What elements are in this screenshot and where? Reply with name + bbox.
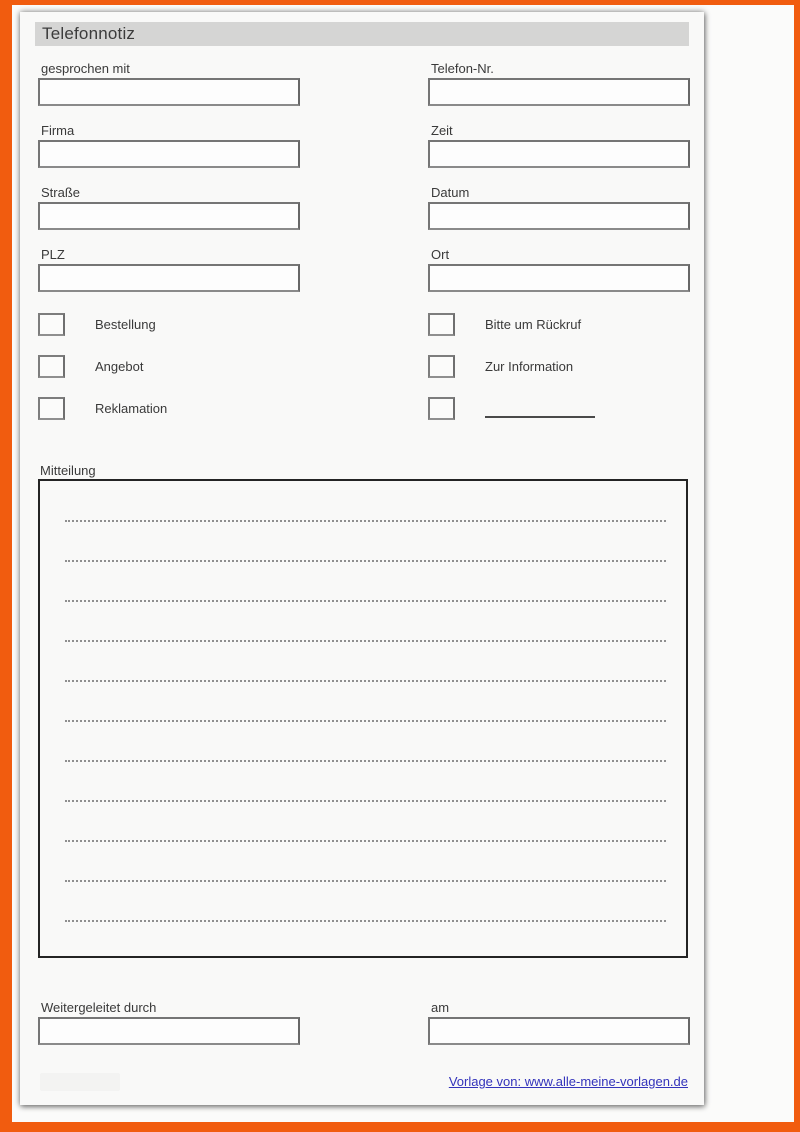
field-am xyxy=(428,1000,690,1045)
angebot-checkbox[interactable] xyxy=(38,355,65,378)
field-label: Weitergeleitet durch xyxy=(41,1000,157,1015)
ruled-line xyxy=(65,560,666,562)
ruled-line xyxy=(65,800,666,802)
field-plz xyxy=(38,247,300,292)
ruled-line xyxy=(65,640,666,642)
field-label: Telefon-Nr. xyxy=(431,61,494,76)
field-label: Firma xyxy=(41,123,75,138)
field-label: Straße xyxy=(41,185,81,200)
ruled-line xyxy=(65,680,666,682)
ruled-line xyxy=(65,520,666,522)
checkbox-row-information xyxy=(428,355,728,378)
telefon-nr-input[interactable] xyxy=(428,78,690,106)
other-checkbox[interactable] xyxy=(428,397,455,420)
checkbox-label: Zur Information xyxy=(485,359,574,374)
field-weitergeleitet-durch xyxy=(38,1000,300,1045)
field-label: Ort xyxy=(431,247,450,262)
ruled-line xyxy=(65,760,666,762)
reklamation-checkbox[interactable] xyxy=(38,397,65,420)
datum-input[interactable] xyxy=(428,202,690,230)
checkbox-row-angebot xyxy=(38,355,338,378)
weitergeleitet-durch-input[interactable] xyxy=(38,1017,300,1045)
field-ort xyxy=(428,247,690,292)
field-label: gesprochen mit xyxy=(41,61,130,76)
ruled-line xyxy=(65,720,666,722)
field-firma xyxy=(38,123,300,168)
checkbox-row-reklamation xyxy=(38,397,338,420)
zur-information-checkbox[interactable] xyxy=(428,355,455,378)
gesprochen-mit-input[interactable] xyxy=(38,78,300,106)
page-title: Telefonnotiz xyxy=(35,22,689,46)
field-label: PLZ xyxy=(41,247,65,262)
field-label: Datum xyxy=(431,185,470,200)
field-label: Zeit xyxy=(431,123,453,138)
checkbox-label: Reklamation xyxy=(95,401,168,416)
field-datum xyxy=(428,185,690,230)
ruled-line xyxy=(65,840,666,842)
ruled-line xyxy=(65,920,666,922)
document-sheet xyxy=(20,12,704,1105)
checkbox-label: Bitte um Rückruf xyxy=(485,317,582,332)
plz-input[interactable] xyxy=(38,264,300,292)
mitteilung-box[interactable] xyxy=(38,479,688,958)
bestellung-checkbox[interactable] xyxy=(38,313,65,336)
strasse-input[interactable] xyxy=(38,202,300,230)
checkbox-label: Angebot xyxy=(95,359,144,374)
field-strasse xyxy=(38,185,300,230)
template-credit xyxy=(428,1074,688,1089)
ort-input[interactable] xyxy=(428,264,690,292)
field-zeit xyxy=(428,123,690,168)
ruled-line xyxy=(65,600,666,602)
firma-input[interactable] xyxy=(38,140,300,168)
mitteilung-label: Mitteilung xyxy=(40,463,96,478)
am-input[interactable] xyxy=(428,1017,690,1045)
bitte-um-rueckruf-checkbox[interactable] xyxy=(428,313,455,336)
field-telefon-nr xyxy=(428,61,690,106)
faded-watermark xyxy=(40,1073,120,1091)
zeit-input[interactable] xyxy=(428,140,690,168)
vorlage-link[interactable]: Vorlage von: www.alle-meine-vorlagen.de xyxy=(448,1074,688,1089)
field-gesprochen-mit xyxy=(38,61,300,106)
field-label: am xyxy=(431,1000,450,1015)
checkbox-row-rueckruf xyxy=(428,313,728,336)
ruled-line xyxy=(65,880,666,882)
blank-fill-line xyxy=(485,416,595,418)
checkbox-row-other xyxy=(428,397,728,420)
checkbox-label: Bestellung xyxy=(95,317,156,332)
checkbox-row-bestellung xyxy=(38,313,338,336)
